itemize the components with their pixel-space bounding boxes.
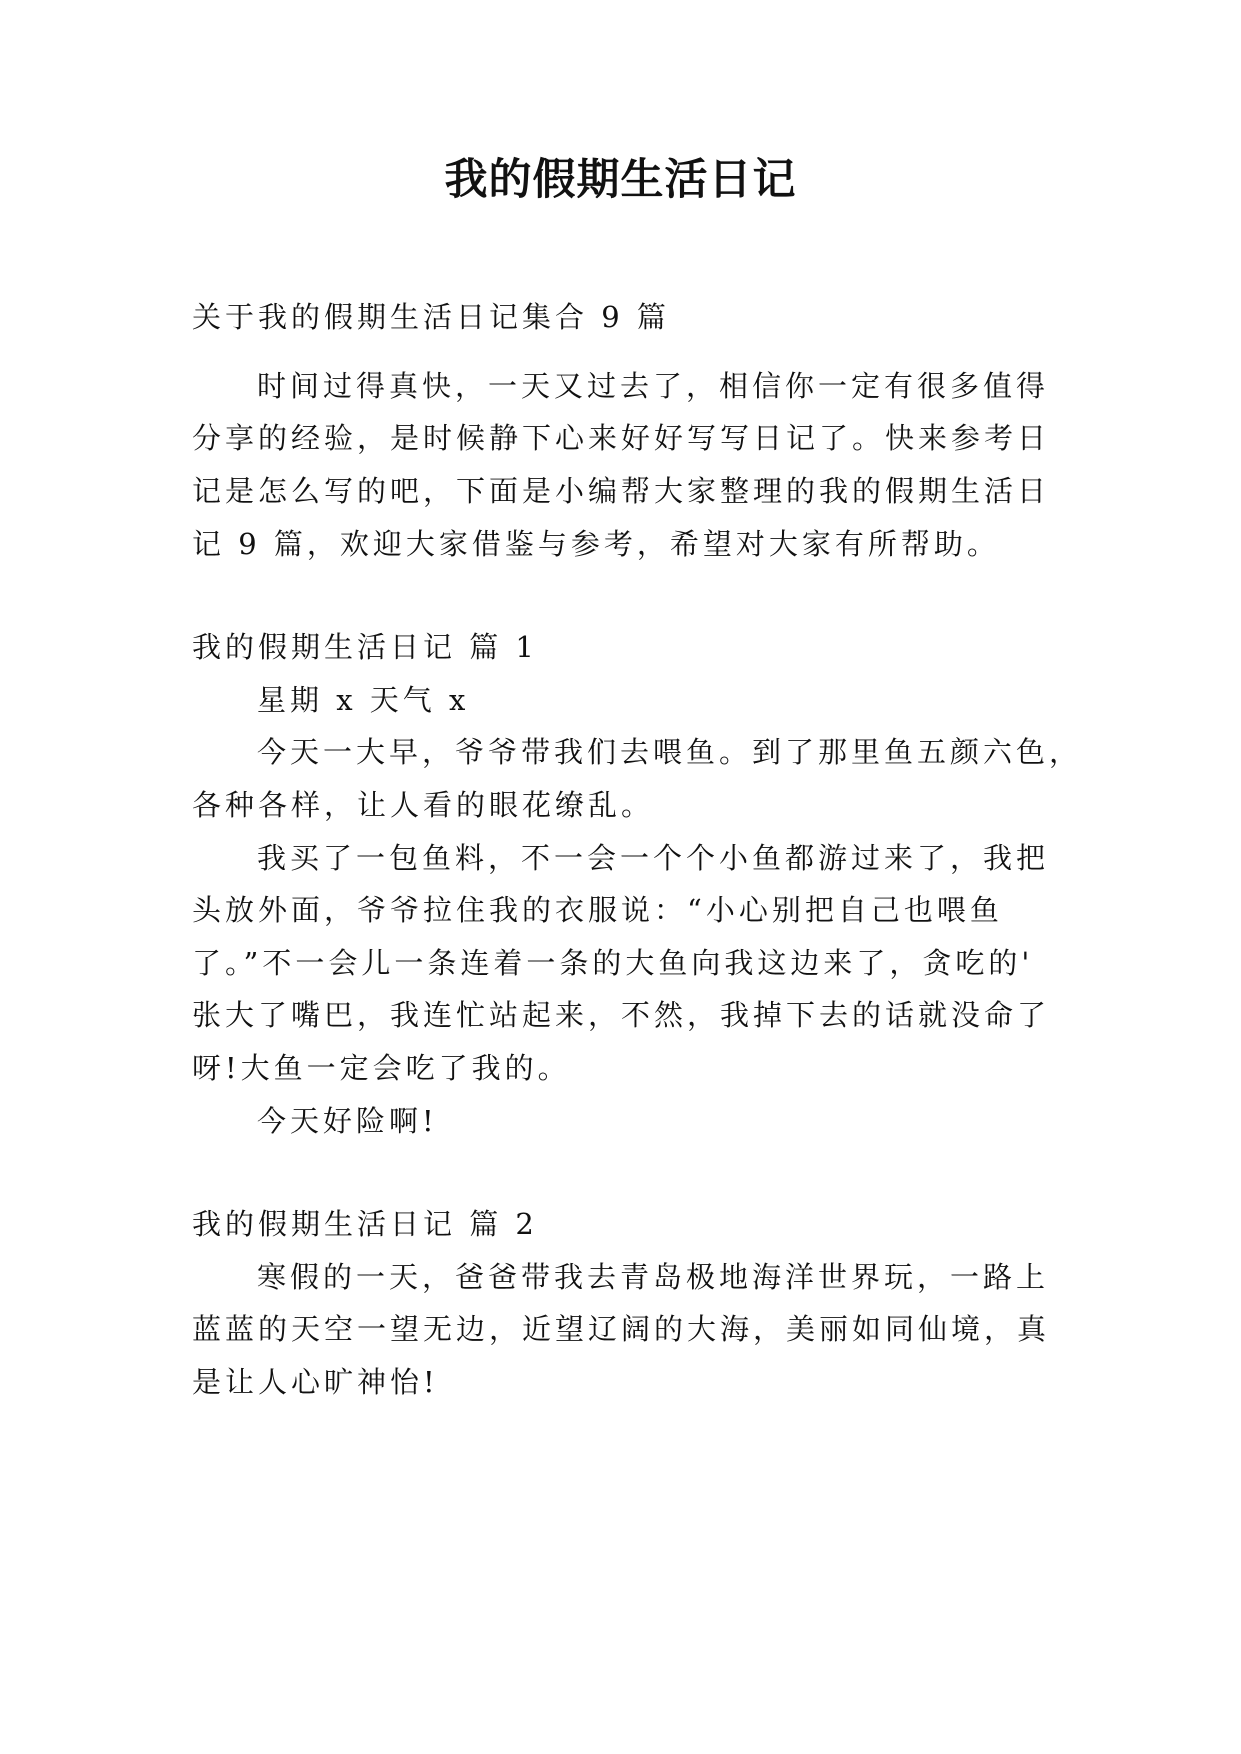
intro-line: 时间过得真快，一天又过去了，相信你一定有很多值得 (257, 369, 1050, 403)
entry-line: 今天好险啊! (257, 1104, 438, 1138)
entry-line: 头放外面，爷爷拉住我的衣服说：“小心别把自己也喂鱼 (192, 893, 1003, 927)
entry-line: 寒假的一天，爸爸带我去青岛极地海洋世界玩，一路上 (257, 1260, 1050, 1294)
entry-date-weather: 星期 x 天气 x (257, 683, 470, 717)
entry-line: 是让人心旷神怡! (192, 1365, 439, 1399)
entry-line: 各种各样，让人看的眼花缭乱。 (192, 788, 655, 822)
entry-line: 蓝蓝的天空一望无边，近望辽阔的大海，美丽如同仙境，真 (192, 1312, 1051, 1346)
intro-line: 记是怎么写的吧，下面是小编帮大家整理的我的假期生活日 (192, 474, 1051, 508)
entry-heading: 我的假期生活日记 篇 1 (192, 630, 538, 664)
document-subtitle: 关于我的假期生活日记集合 9 篇 (192, 300, 670, 334)
document-title: 我的假期生活日记 (444, 155, 797, 205)
entry-line: 今天一大早，爷爷带我们去喂鱼。到了那里鱼五颜六色， (257, 735, 1083, 769)
intro-line: 记 9 篇，欢迎大家借鉴与参考，希望对大家有所帮助。 (192, 527, 1000, 561)
entry-heading: 我的假期生活日记 篇 2 (192, 1207, 538, 1241)
entry-line: 呀!大鱼一定会吃了我的。 (192, 1051, 571, 1085)
intro-line: 分享的经验，是时候静下心来好好写写日记了。快来参考日 (192, 421, 1051, 455)
entry-line: 张大了嘴巴，我连忙站起来，不然，我掉下去的话就没命了 (192, 998, 1051, 1032)
entry-line: 了。”不一会儿一条连着一条的大鱼向我这边来了，贪吃的' (192, 946, 1034, 980)
entry-line: 我买了一包鱼料，不一会一个个小鱼都游过来了，我把 (257, 841, 1050, 875)
